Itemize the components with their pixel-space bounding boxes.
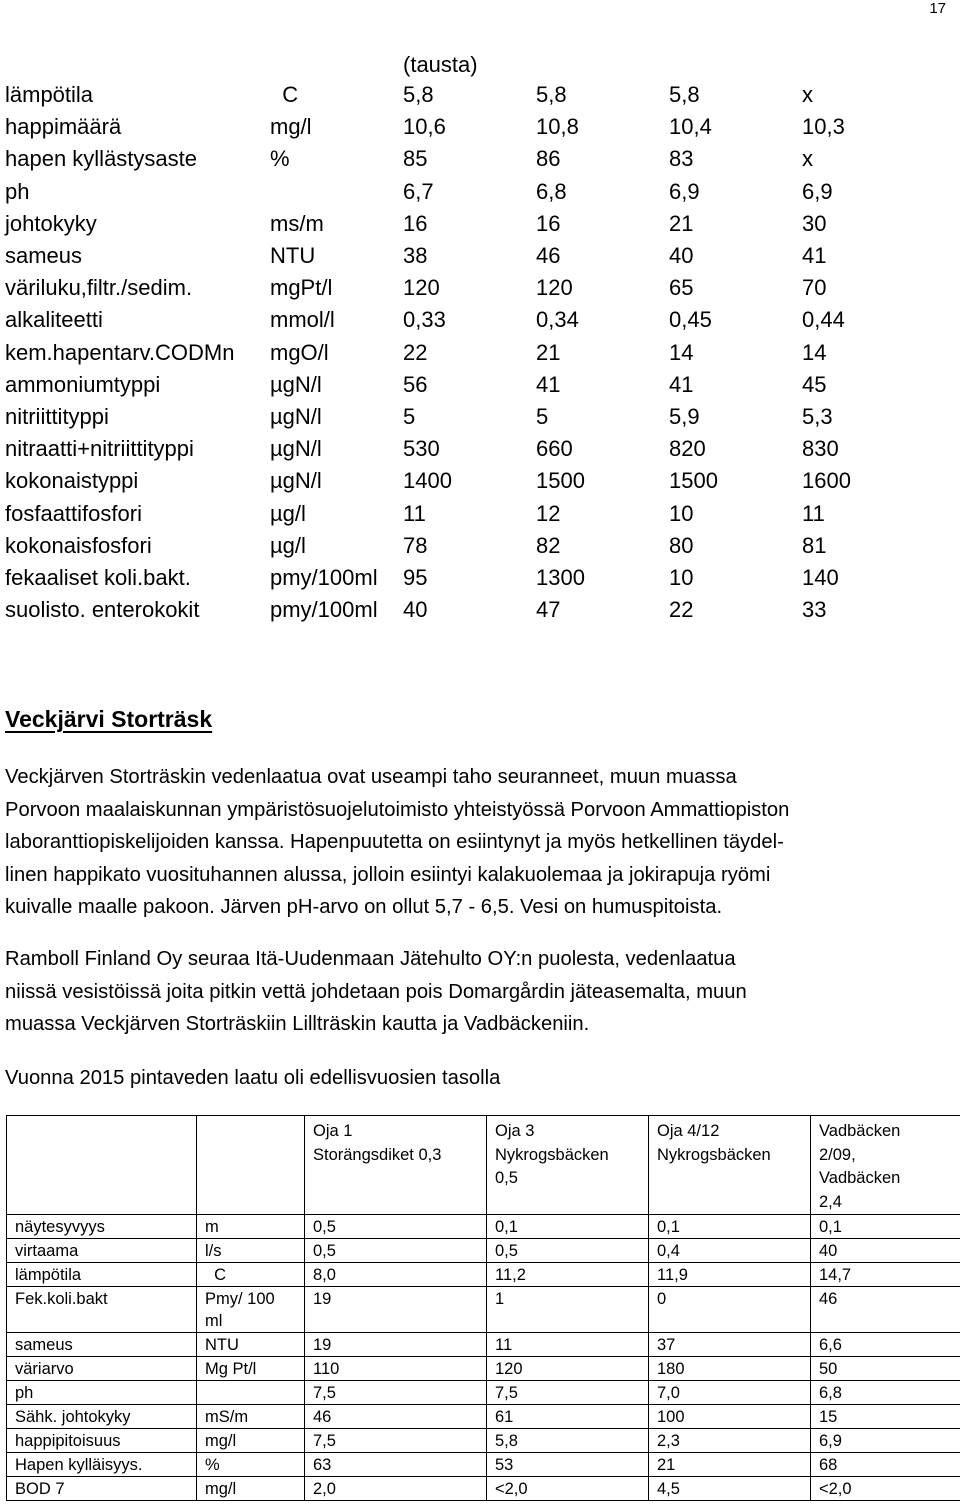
parameter-name: happipitoisuus bbox=[7, 1429, 197, 1453]
value-cell: 120 bbox=[536, 275, 573, 301]
value-cell: 61 bbox=[487, 1405, 649, 1429]
table-row bbox=[5, 337, 952, 369]
value-cell: 0,33 bbox=[403, 307, 446, 333]
value-cell: 21 bbox=[649, 1453, 811, 1477]
value-cell: 81 bbox=[802, 532, 827, 558]
value-cell: 5,8 bbox=[669, 82, 700, 108]
value-cell: 10 bbox=[669, 564, 694, 590]
value-cell: 16 bbox=[403, 210, 428, 236]
value-cell: 11 bbox=[802, 500, 825, 526]
parameter-name: alkaliteetti bbox=[5, 307, 103, 333]
table-row bbox=[5, 530, 952, 562]
value-cell: 1400 bbox=[403, 468, 452, 494]
value-cell: 41 bbox=[802, 243, 827, 269]
value-cell: 16 bbox=[536, 210, 561, 236]
unit-cell: µgN/l bbox=[270, 371, 322, 397]
value-cell: 1 bbox=[487, 1287, 649, 1333]
parameter-name: Hapen kylläisyys. bbox=[7, 1453, 197, 1477]
table-row bbox=[5, 240, 952, 272]
value-cell: 40 bbox=[403, 597, 428, 623]
table-row bbox=[5, 465, 952, 497]
table-row bbox=[5, 272, 952, 304]
value-cell: 46 bbox=[305, 1405, 487, 1429]
table-row bbox=[5, 401, 952, 433]
value-cell: 100 bbox=[649, 1405, 811, 1429]
value-cell: 1300 bbox=[536, 564, 585, 590]
value-cell: 40 bbox=[811, 1239, 960, 1263]
unit-cell: % bbox=[270, 146, 290, 172]
value-cell: 78 bbox=[403, 532, 428, 558]
parameter-name: kokonaistyppi bbox=[5, 468, 139, 494]
table-row bbox=[7, 1477, 960, 1501]
value-cell: 2,0 bbox=[305, 1477, 487, 1501]
unit-cell bbox=[270, 176, 403, 208]
value-cell: 6,9 bbox=[811, 1429, 960, 1453]
value-cell: 0,1 bbox=[811, 1215, 960, 1239]
unit-cell: NTU bbox=[270, 243, 316, 269]
value-cell: 5,8 bbox=[403, 82, 434, 108]
header-empty-cell bbox=[7, 1116, 197, 1215]
value-cell: 11,9 bbox=[649, 1263, 811, 1287]
unit-cell: µg/l bbox=[270, 532, 306, 558]
value-cell: 7,5 bbox=[487, 1381, 649, 1405]
parameter-name: Sähk. johtokyky bbox=[7, 1405, 197, 1429]
unit-cell: pmy/100ml bbox=[270, 597, 378, 623]
unit-cell: Pmy/ 100 ml bbox=[197, 1287, 305, 1333]
unit-cell: µgN/l bbox=[270, 403, 322, 429]
parameter-name: fekaaliset koli.bakt. bbox=[5, 564, 191, 590]
value-cell: 85 bbox=[403, 146, 428, 172]
value-cell: 0,44 bbox=[802, 307, 845, 333]
unit-cell: mmol/l bbox=[270, 307, 335, 333]
table-row bbox=[7, 1263, 960, 1287]
unit-cell: µgN/l bbox=[270, 436, 322, 462]
header-oja4: Oja 4/12 Nykrogsbäcken bbox=[649, 1116, 811, 1215]
value-cell: 7,5 bbox=[305, 1429, 487, 1453]
value-cell: 6,8 bbox=[536, 178, 567, 204]
value-cell: 10,6 bbox=[403, 114, 446, 140]
table-row bbox=[7, 1405, 960, 1429]
unit-cell: mg/l bbox=[197, 1429, 305, 1453]
value-cell: 83 bbox=[669, 146, 694, 172]
table-row bbox=[7, 1287, 960, 1333]
table-row bbox=[7, 1453, 960, 1477]
value-cell: 5,8 bbox=[536, 82, 567, 108]
parameter-name: lämpötila bbox=[7, 1263, 197, 1287]
value-cell: 22 bbox=[403, 339, 428, 365]
value-cell: 10 bbox=[669, 500, 694, 526]
value-cell: 82 bbox=[536, 532, 561, 558]
value-cell: 1500 bbox=[536, 468, 585, 494]
value-cell: 12 bbox=[536, 500, 561, 526]
value-cell: 5,3 bbox=[802, 403, 833, 429]
value-cell: 0,5 bbox=[305, 1239, 487, 1263]
value-cell: 11 bbox=[403, 500, 426, 526]
table-row bbox=[7, 1429, 960, 1453]
parameter-name: kokonaisfosfori bbox=[5, 532, 152, 558]
value-cell: <2,0 bbox=[487, 1477, 649, 1501]
unit-cell: C bbox=[270, 82, 299, 108]
value-cell: 15 bbox=[811, 1405, 960, 1429]
value-cell: 41 bbox=[669, 371, 694, 397]
value-cell: 0,34 bbox=[536, 307, 579, 333]
value-cell: 14,7 bbox=[811, 1263, 960, 1287]
value-cell: 33 bbox=[802, 597, 827, 623]
unit-cell: l/s bbox=[197, 1239, 305, 1263]
value-cell: 0,5 bbox=[305, 1215, 487, 1239]
paragraph-ramboll-monitoring: Ramboll Finland Oy seuraa Itä-Uudenmaan Jätehulto OY:n puolesta, vedenlaatua niissä vesistöissä joita pitkin vettä johdetaan pois Domargårdin jäteasemalta, muun muassa Veckjärven Storträskiin Lillträskin kautta ja Vadbäckeniin. bbox=[5, 948, 747, 1036]
table-row bbox=[7, 1215, 960, 1239]
unit-cell: ms/m bbox=[270, 210, 324, 236]
value-cell: 530 bbox=[403, 436, 440, 462]
parameter-name: nitraatti+nitriittityppi bbox=[5, 436, 194, 462]
value-cell: 19 bbox=[305, 1333, 487, 1357]
value-cell: 22 bbox=[669, 597, 694, 623]
value-cell: 1500 bbox=[669, 468, 718, 494]
value-cell: 68 bbox=[811, 1453, 960, 1477]
table-row bbox=[7, 1333, 960, 1357]
value-cell: 10,3 bbox=[802, 114, 845, 140]
unit-cell: mgO/l bbox=[270, 339, 329, 365]
value-cell: 37 bbox=[649, 1333, 811, 1357]
parameter-name: fosfaattifosfori bbox=[5, 500, 142, 526]
value-cell: 120 bbox=[403, 275, 440, 301]
value-cell: 6,8 bbox=[811, 1381, 960, 1405]
value-cell: 2,3 bbox=[649, 1429, 811, 1453]
value-cell: 4,5 bbox=[649, 1477, 811, 1501]
table-row bbox=[5, 369, 952, 401]
parameter-name: hapen kyllästysaste bbox=[5, 146, 197, 172]
value-cell: x bbox=[802, 82, 813, 108]
unit-cell: % bbox=[197, 1453, 305, 1477]
value-cell: 180 bbox=[649, 1357, 811, 1381]
section-title: Veckjärvi Storträsk bbox=[5, 706, 213, 732]
parameter-name: ph bbox=[5, 178, 30, 204]
value-cell: 46 bbox=[536, 243, 561, 269]
value-cell: 50 bbox=[811, 1357, 960, 1381]
unit-cell: m bbox=[197, 1215, 305, 1239]
value-cell: 86 bbox=[536, 146, 561, 172]
table-row bbox=[5, 304, 952, 336]
parameter-name: happimäärä bbox=[5, 114, 122, 140]
value-cell: 5 bbox=[536, 403, 549, 429]
stream-quality-table bbox=[6, 1115, 960, 1501]
value-cell: 6,9 bbox=[669, 178, 700, 204]
value-cell: 40 bbox=[669, 243, 694, 269]
parameter-name: ph bbox=[7, 1381, 197, 1405]
unit-cell: Mg Pt/l bbox=[197, 1357, 305, 1381]
value-cell: 1600 bbox=[802, 468, 851, 494]
table-header-row bbox=[7, 1116, 960, 1215]
parameter-name: lämpötila bbox=[5, 82, 94, 108]
value-cell: 7,0 bbox=[649, 1381, 811, 1405]
value-cell: 41 bbox=[536, 371, 561, 397]
table-row bbox=[5, 497, 952, 529]
value-cell: 0,5 bbox=[487, 1239, 649, 1263]
value-cell: 11,2 bbox=[487, 1263, 649, 1287]
parameter-name: ammoniumtyppi bbox=[5, 371, 161, 397]
value-cell: <2,0 bbox=[811, 1477, 960, 1501]
value-cell: x bbox=[802, 146, 813, 172]
header-oja3: Oja 3 Nykrogsbäcken 0,5 bbox=[487, 1116, 649, 1215]
value-cell: 820 bbox=[669, 436, 706, 462]
value-cell: 80 bbox=[669, 532, 694, 558]
value-cell: 0,1 bbox=[649, 1215, 811, 1239]
value-cell: 14 bbox=[802, 339, 827, 365]
header-empty-cell bbox=[197, 1116, 305, 1215]
value-cell: 53 bbox=[487, 1453, 649, 1477]
unit-cell: mg/l bbox=[270, 114, 312, 140]
value-cell: 6,9 bbox=[802, 178, 833, 204]
table-row bbox=[5, 111, 952, 143]
header-oja1: Oja 1 Storängsdiket 0,3 bbox=[305, 1116, 487, 1215]
value-cell: 45 bbox=[802, 371, 827, 397]
unit-cell bbox=[197, 1381, 305, 1405]
page-number: 17 bbox=[929, 0, 946, 17]
table-row bbox=[5, 433, 952, 465]
value-cell: 30 bbox=[802, 210, 827, 236]
parameter-name: näytesyvyys bbox=[7, 1215, 197, 1239]
parameter-name: kem.hapentarv.CODMn bbox=[5, 339, 235, 365]
table-row bbox=[5, 79, 952, 111]
water-quality-table bbox=[5, 79, 952, 626]
table-row bbox=[5, 143, 952, 175]
value-cell: 95 bbox=[403, 564, 428, 590]
unit-cell: mgPt/l bbox=[270, 275, 333, 301]
parameter-name: nitriittityppi bbox=[5, 403, 109, 429]
value-cell: 56 bbox=[403, 371, 428, 397]
header-vadbacken: Vadbäcken 2/09, Vadbäcken 2,4 bbox=[811, 1116, 960, 1215]
table-row bbox=[5, 208, 952, 240]
value-cell: 6,6 bbox=[811, 1333, 960, 1357]
value-cell: 5,9 bbox=[669, 403, 700, 429]
value-cell: 0,45 bbox=[669, 307, 712, 333]
parameter-name: suolisto. enterokokit bbox=[5, 597, 200, 623]
value-cell: 14 bbox=[669, 339, 694, 365]
unit-cell: pmy/100ml bbox=[270, 564, 378, 590]
parameter-name: johtokyky bbox=[5, 210, 97, 236]
value-cell: 660 bbox=[536, 436, 573, 462]
value-cell: 21 bbox=[669, 210, 694, 236]
value-cell: 5,8 bbox=[487, 1429, 649, 1453]
value-cell: 10,8 bbox=[536, 114, 579, 140]
parameter-name: sameus bbox=[7, 1333, 197, 1357]
value-cell: 38 bbox=[403, 243, 428, 269]
parameter-name: sameus bbox=[5, 243, 83, 269]
paragraph-2015-summary: Vuonna 2015 pintaveden laatu oli edellisvuosien tasolla bbox=[5, 1067, 501, 1089]
table-row bbox=[5, 176, 952, 208]
value-cell: 110 bbox=[305, 1357, 487, 1381]
background-column-label: (tausta) bbox=[403, 52, 478, 77]
value-cell: 5 bbox=[403, 403, 416, 429]
value-cell: 65 bbox=[669, 275, 694, 301]
unit-cell: µg/l bbox=[270, 500, 306, 526]
value-cell: 6,7 bbox=[403, 178, 434, 204]
unit-cell: C bbox=[197, 1263, 305, 1287]
parameter-name: Fek.koli.bakt bbox=[7, 1287, 197, 1333]
value-cell: 8,0 bbox=[305, 1263, 487, 1287]
unit-cell: mS/m bbox=[197, 1405, 305, 1429]
value-cell: 46 bbox=[811, 1287, 960, 1333]
value-cell: 0 bbox=[649, 1287, 811, 1333]
value-cell: 7,5 bbox=[305, 1381, 487, 1405]
unit-cell: mg/l bbox=[197, 1477, 305, 1501]
value-cell: 0,4 bbox=[649, 1239, 811, 1263]
paragraph-monitoring-history: Veckjärven Storträskin vedenlaatua ovat useampi taho seuranneet, muun muassa Porvoon maalaiskunnan ympäristösuojelutoimisto yhteistyössä Porvoon Ammattiopiston laboranttiopiskelijoiden kanssa. Hapenpuutetta on esiintynyt ja myös hetkellinen täydel- linen happikato vuosituhannen alussa, jolloin esiintyi kalakuolemaa ja jokirapuja ryömi kuivalle maalle pakoon. Järven pH-arvo on ollut 5,7 - 6,5. Vesi on humuspitoista. bbox=[5, 766, 790, 919]
table-row bbox=[7, 1239, 960, 1263]
unit-cell: NTU bbox=[197, 1333, 305, 1357]
value-cell: 63 bbox=[305, 1453, 487, 1477]
value-cell: 830 bbox=[802, 436, 839, 462]
value-cell: 11 bbox=[487, 1333, 649, 1357]
parameter-name: väriluku,filtr./sedim. bbox=[5, 275, 193, 301]
table-row bbox=[7, 1381, 960, 1405]
value-cell: 47 bbox=[536, 597, 561, 623]
table-row bbox=[7, 1357, 960, 1381]
value-cell: 10,4 bbox=[669, 114, 712, 140]
parameter-name: virtaama bbox=[7, 1239, 197, 1263]
parameter-name: BOD 7 bbox=[7, 1477, 197, 1501]
value-cell: 140 bbox=[802, 564, 839, 590]
value-cell: 21 bbox=[536, 339, 561, 365]
value-cell: 120 bbox=[487, 1357, 649, 1381]
table-row bbox=[5, 562, 952, 594]
value-cell: 19 bbox=[305, 1287, 487, 1333]
value-cell: 0,1 bbox=[487, 1215, 649, 1239]
table-row bbox=[5, 594, 952, 626]
value-cell: 70 bbox=[802, 275, 827, 301]
parameter-name: väriarvo bbox=[7, 1357, 197, 1381]
unit-cell: µgN/l bbox=[270, 468, 322, 494]
